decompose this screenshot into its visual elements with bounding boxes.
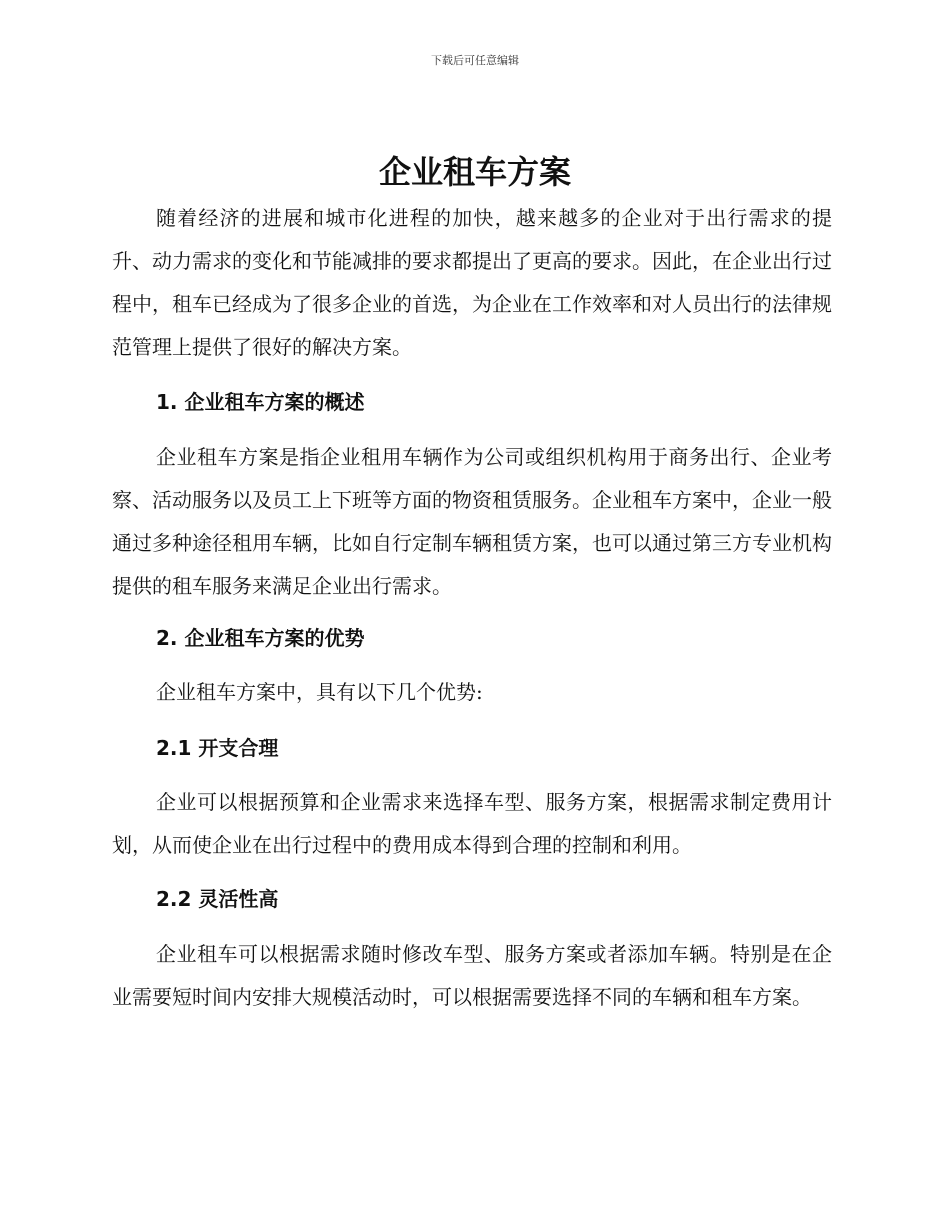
- document-title: 企业租车方案: [378, 153, 571, 191]
- page-header: 下载后可任意编辑: [431, 54, 519, 67]
- section-body-flexibility: 企业租车可以根据需求随时修改车型、服务方案或者添加车辆。特别是在企业需要短时间内安排大规模活动时，可以根据需要选择不同的车辆和租车方案。: [112, 942, 832, 1009]
- intro-paragraph: 随着经济的进展和城市化进程的加快，越来越多的企业对于出行需求的提升、动力需求的变化和节能减排的要求都提出了更高的要求。因此，在企业出行过程中，租车已经成为了很多企业的首选，为企业在工作效率和对人员出行的法律规范管理上提供了很好的解决方案。: [112, 206, 832, 359]
- section-body-reasonable-cost: 企业可以根据预算和企业需求来选择车型、服务方案，根据需求制定费用计划，从而使企业在出行过程中的费用成本得到合理的控制和利用。: [112, 790, 832, 857]
- section-heading-advantages: 2. 企业租车方案的优势: [156, 626, 365, 650]
- section-body-advantages: 企业租车方案中，具有以下几个优势:: [156, 680, 483, 704]
- section-heading-overview: 1. 企业租车方案的概述: [156, 390, 365, 414]
- section-heading-flexibility: 2.2 灵活性高: [156, 887, 279, 911]
- section-heading-reasonable-cost: 2.1 开支合理: [156, 736, 279, 760]
- section-body-overview: 企业租车方案是指企业租用车辆作为公司或组织机构用于商务出行、企业考察、活动服务以及员工上下班等方面的物资租赁服务。企业租车方案中，企业一般通过多种途径租用车辆，比如自行定制车辆租赁方案，也可以通过第三方专业机构提供的租车服务来满足企业出行需求。: [112, 445, 832, 598]
